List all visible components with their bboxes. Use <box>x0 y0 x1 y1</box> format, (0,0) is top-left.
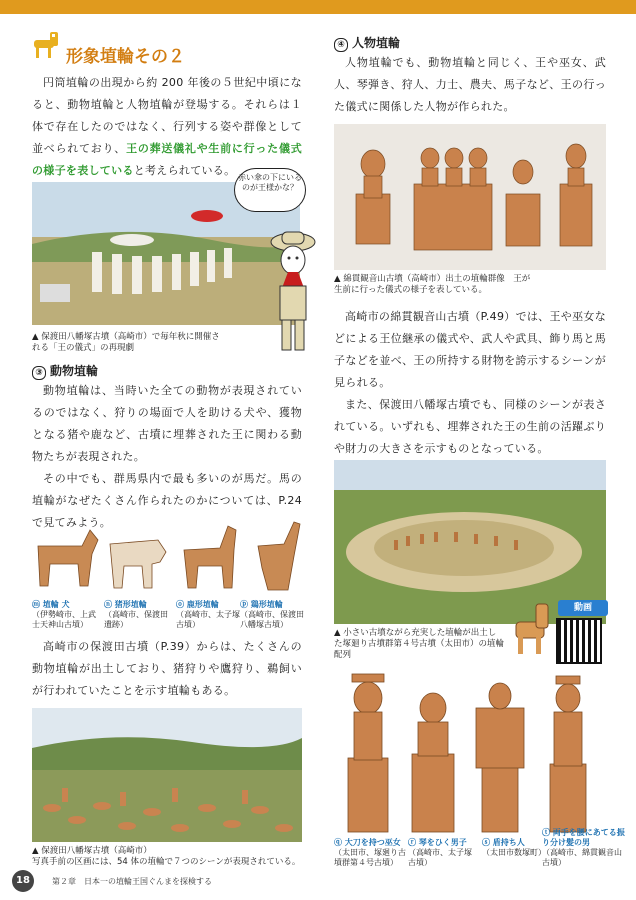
animal-label-deer <box>176 600 240 630</box>
watanuki-caption: ▲ 綿貫観音山古墳（高崎市）出土の埴輪群像 王が生前に行った儀式の様子を表している。 <box>334 274 531 295</box>
animal-label-rooster <box>240 600 310 630</box>
animal-label-boar-mark: ⓝ <box>104 600 112 609</box>
horse-mascot-icon <box>510 600 554 658</box>
figure-label-koto <box>408 838 478 868</box>
intro-paragraph <box>32 72 302 182</box>
section3-number: ③ <box>32 366 46 380</box>
human-haniwa-images <box>334 668 614 836</box>
figure-label-koto-place: （高崎市、太子塚古墳） <box>408 848 472 867</box>
figure-label-tatemochi-place: （太田市数塚町） <box>482 848 546 857</box>
hotoda-caption <box>32 846 322 868</box>
hotoda-caption-line1: ▲ 保渡田八幡塚古墳（高崎市） <box>32 846 152 856</box>
figure-label-miko-place: （太田市、塚廻り古墳群第４号古墳） <box>334 848 406 867</box>
qr-code[interactable] <box>556 618 602 664</box>
page-number: 18 <box>12 870 34 892</box>
figure-label-miko-name: 大刀を持つ巫女 <box>344 838 401 847</box>
intro-text-end: と考えられている。 <box>133 164 236 177</box>
animal-label-dog <box>32 600 98 630</box>
hotoda-caption-line2: 写真手前の区画には、54 体の埴輪で７つのシーンが表現されている。 <box>32 857 301 867</box>
section3-paragraph-2: その中でも、群馬県内で最も多いのが馬だ。馬の埴輪がなぜたくさん作られたのかについては、P.24 で見てみよう。 <box>32 472 302 529</box>
figure-label-furiwake <box>542 828 628 868</box>
section3-paragraph: 動物埴輪は、当時いた全ての動物が表現されているのではなく、狩りの場面で人を助ける犬や、獲物となる猪や鹿など、古墳に埋葬された王に関わる動物たちが表現された。 <box>32 384 302 463</box>
animal-label-boar <box>104 600 170 630</box>
section4-number: ④ <box>334 38 348 52</box>
hotoda-kofun-photo-image <box>32 708 302 842</box>
section4-title: 人物埴輪 <box>352 36 401 50</box>
section3-heading <box>32 362 98 380</box>
animal-haniwa-images <box>32 516 306 600</box>
tsukamawari-caption: ▲ 小さい古墳ながら充実した埴輪が出土した塚廻り古墳群第４号古墳（太田市）の埴輪配列 <box>334 628 505 660</box>
figure-label-furiwake-place: （高崎市、綿貫観音山古墳） <box>542 848 622 867</box>
video-badge[interactable]: 動画 <box>558 600 608 616</box>
intro-highlight: 王の葬送儀礼や生前に行った儀式の様子を表している <box>32 142 303 177</box>
explorer-character-icon <box>268 228 318 356</box>
chapter-footer: 第２章 日本一の埴輪王国ぐんまを探検する <box>52 877 212 886</box>
figure-label-koto-mark: ⓡ <box>408 838 416 847</box>
top-color-band <box>0 0 636 14</box>
animal-label-dog-mark: ⓜ <box>32 600 40 609</box>
animal-label-rooster-name: 鶏形埴輪 <box>250 600 283 609</box>
figure-label-miko <box>334 838 406 868</box>
haniwa-horse-logo-icon <box>30 30 64 60</box>
animal-label-boar-name: 猪形埴輪 <box>114 600 147 609</box>
section3-paragraph-3: 高崎市の保渡田古墳（P.39）からは、たくさんの動物埴輪が出土しており、猪狩りや鷹狩り、鵜飼いが行われていたことを示す埴輪もある。 <box>32 640 302 697</box>
figure-label-tatemochi-name: 盾持ち人 <box>492 838 525 847</box>
watanuki-haniwa-photo <box>334 124 606 270</box>
animal-label-boar-place: （高崎市、保渡田遺跡） <box>104 610 168 629</box>
animal-label-deer-place: （高崎市、太子塚古墳） <box>176 610 240 629</box>
section4-heading <box>334 34 400 52</box>
intro-text: 円筒埴輪の出現から約 200 年後の５世紀中頃になると、動物埴輪と人物埴輪が登場する。それらは１体で存在したのではなく、行列する姿や群像として並べられており、 <box>32 76 302 155</box>
reenactment-caption: ▲ 保渡田八幡塚古墳（高崎市）で毎年秋に開催される「王の儀式」の再現劇 <box>32 332 220 353</box>
section4-paragraph-2: 高崎市の綿貫観音山古墳（P.49）では、王や巫女などによる王位継承の儀式や、武人や武具、飾り馬と馬子などを並べ、王の所持する財物を誇示するシーンが見られる。 <box>334 310 606 389</box>
figure-label-koto-name: 琴をひく男子 <box>418 838 467 847</box>
speech-bubble: 赤い傘の下にいるのが王様かな？ <box>234 168 306 212</box>
animal-label-deer-mark: ⓞ <box>176 600 184 609</box>
animal-label-rooster-place: （高崎市、保渡田八幡塚古墳） <box>240 610 304 629</box>
animal-label-rooster-mark: ⓟ <box>240 600 248 609</box>
hotoda-kofun-photo <box>32 708 302 842</box>
animal-label-dog-name: 埴輪 犬 <box>42 600 70 609</box>
watanuki-haniwa-photo-image <box>334 124 606 270</box>
figure-label-tatemochi-mark: ⓢ <box>482 838 490 847</box>
section3-title: 動物埴輪 <box>50 364 99 378</box>
section4-paragraph: 人物埴輪でも、動物埴輪と同じく、王や巫女、武人、琴弾き、狩人、力士、農夫、馬子など、王の行った儀式に関係した人物が作られた。 <box>334 56 606 113</box>
animal-label-deer-name: 鹿形埴輪 <box>186 600 219 609</box>
animal-label-dog-place: （伊勢崎市、上武士天神山古墳） <box>32 610 96 629</box>
figure-label-tatemochi <box>482 838 546 858</box>
section4-paragraph-3: また、保渡田八幡塚古墳でも、同様のシーンが表されている。いずれも、埋葬された王の生前の活躍ぶりや財力の大きさを示すものとなっている。 <box>334 398 606 455</box>
figure-label-furiwake-name: 両手を腰にあてる振り分け髪の男 <box>542 828 625 847</box>
figure-label-furiwake-mark: ⓣ <box>542 828 550 837</box>
page-title: 形象埴輪その２ <box>66 47 185 67</box>
figure-label-miko-mark: ⓠ <box>334 838 342 847</box>
